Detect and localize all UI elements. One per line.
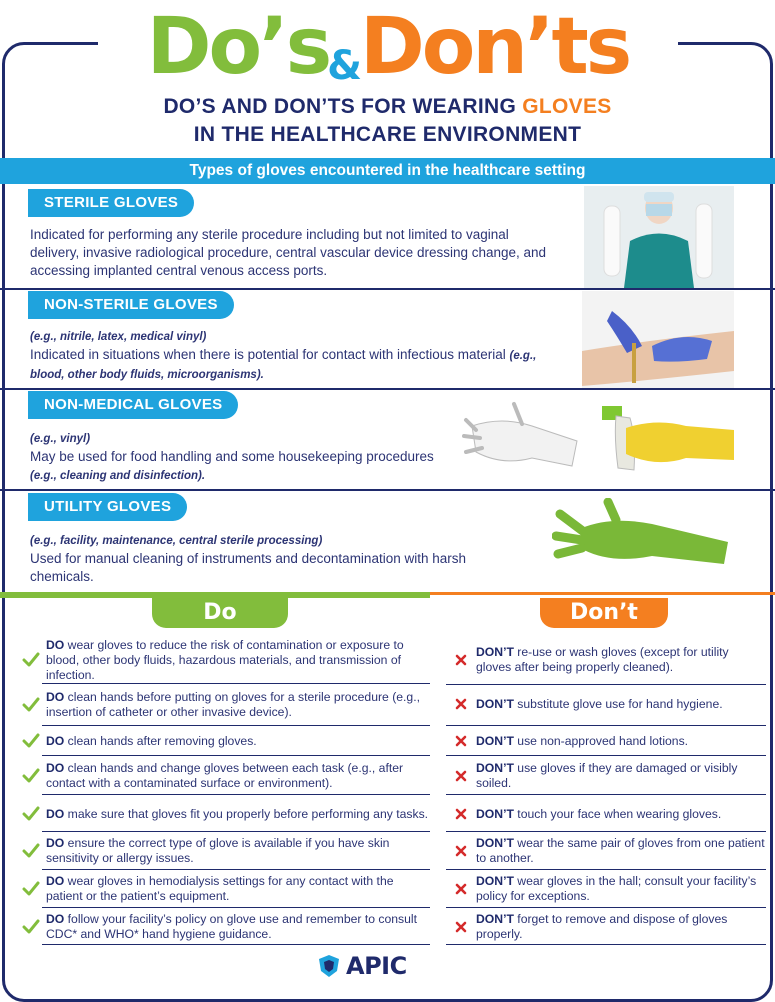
item-body: wear gloves to reduce the risk of contamination or exposure to blood, other body fluids, hazardous materials, and transmission of infection. xyxy=(46,637,404,682)
item-divider xyxy=(446,684,766,685)
dont-item xyxy=(446,834,766,868)
item-body: clean hands before putting on gloves for a sterile procedure (e.g., insertion of catheter or other invasive device). xyxy=(46,690,420,719)
item-keyword: DON’T xyxy=(476,645,514,659)
item-body: wear gloves in the hall; consult your facility’s policy for exceptions. xyxy=(476,874,757,903)
vinyl-glove-image xyxy=(462,396,582,482)
section-divider xyxy=(0,288,775,290)
dont-item xyxy=(446,910,766,944)
item-body: substitute glove use for hand hygiene. xyxy=(513,696,723,711)
item-divider xyxy=(446,944,766,945)
x-icon xyxy=(455,845,467,857)
item-divider xyxy=(42,907,430,908)
item-text xyxy=(46,912,430,942)
non-sterile-gloves-desc-eg: (e.g., blood, other body fluids, microorganisms). xyxy=(30,350,537,381)
item-keyword: DO xyxy=(46,912,65,926)
title-dos: Do’s xyxy=(146,2,330,92)
item-divider xyxy=(42,755,430,756)
do-item xyxy=(16,686,430,724)
subtitle-highlight: GLOVES xyxy=(522,95,612,118)
utility-gloves-text: Used for manual cleaning of instruments and decontamination with harsh chemicals. xyxy=(30,551,466,584)
item-keyword: DO xyxy=(46,637,65,652)
check-icon xyxy=(22,919,40,935)
item-marker xyxy=(16,697,46,713)
dont-item xyxy=(446,872,766,906)
do-item xyxy=(16,797,430,831)
check-icon xyxy=(22,768,40,784)
utility-gloves-desc xyxy=(30,532,490,586)
item-divider xyxy=(42,869,430,870)
item-text xyxy=(46,836,430,866)
item-body: wear the same pair of gloves from one patient to another. xyxy=(476,836,765,865)
item-text xyxy=(476,645,766,675)
title-donts: Don’ts xyxy=(360,2,630,92)
non-sterile-gloves-image xyxy=(582,291,734,388)
item-keyword: DO xyxy=(46,836,65,850)
non-sterile-gloves-label: NON-STERILE GLOVES xyxy=(28,291,234,319)
do-item xyxy=(16,910,430,944)
item-marker xyxy=(446,770,476,782)
item-text xyxy=(46,734,257,749)
dont-item xyxy=(446,758,766,794)
do-item xyxy=(16,728,430,754)
item-keyword: DON’T xyxy=(476,696,514,711)
logo-text: APIC xyxy=(346,952,407,980)
section-divider xyxy=(0,388,775,390)
item-divider xyxy=(446,794,766,795)
non-sterile-gloves-eg: (e.g., nitrile, latex, medical vinyl) xyxy=(30,331,207,343)
check-icon xyxy=(22,806,40,822)
item-marker xyxy=(16,806,46,822)
subtitle-line1: DO’S AND DON’TS FOR WEARING xyxy=(163,95,523,118)
x-icon xyxy=(455,698,467,710)
main-title xyxy=(98,0,678,92)
item-divider xyxy=(42,683,430,684)
item-keyword: DO xyxy=(46,874,65,888)
item-keyword: DON’T xyxy=(476,874,514,888)
item-keyword: DON’T xyxy=(476,912,514,926)
non-medical-gloves-desc xyxy=(30,430,450,485)
item-body: ensure the correct type of glove is available if you have skin sensitivity or allergy issues. xyxy=(46,836,390,865)
item-marker xyxy=(16,652,46,668)
dont-item xyxy=(446,687,766,721)
x-icon xyxy=(455,770,467,782)
item-marker xyxy=(16,768,46,784)
sterile-gloves-label: STERILE GLOVES xyxy=(28,189,194,217)
utility-gloves-eg: (e.g., facility, maintenance, central sterile processing) xyxy=(30,535,323,547)
sterile-gloves-desc: Indicated for performing any sterile procedure including but not limited to vaginal delivery, invasive radiological procedure, central vascular device dressing change, and accessing implanted central venous access ports. xyxy=(30,227,547,278)
item-text xyxy=(46,638,430,683)
item-text xyxy=(476,734,688,749)
apic-shield-icon xyxy=(316,953,342,979)
item-marker xyxy=(446,808,476,820)
item-text xyxy=(46,807,428,822)
item-body: follow your facility’s policy on glove use and remember to consult CDC* and WHO* hand hygiene guidance. xyxy=(46,912,417,941)
item-body: use gloves if they are damaged or visibly soiled. xyxy=(476,761,738,790)
dont-header-line xyxy=(430,592,775,595)
item-marker xyxy=(446,883,476,895)
non-sterile-gloves-text: Indicated in situations when there is potential for contact with infectious material xyxy=(30,347,510,362)
item-keyword: DON’T xyxy=(476,806,514,821)
item-divider xyxy=(42,794,430,795)
item-marker xyxy=(16,733,46,749)
item-text xyxy=(46,761,430,791)
item-body: re-use or wash gloves (except for utility gloves after being properly cleaned). xyxy=(476,645,729,674)
item-marker xyxy=(16,919,46,935)
title-ampersand: & xyxy=(327,43,363,89)
item-text xyxy=(476,807,721,822)
item-divider xyxy=(446,725,766,726)
item-body: clean hands after removing gloves. xyxy=(64,733,257,748)
non-medical-gloves-desc-eg: (e.g., cleaning and disinfection). xyxy=(30,470,206,482)
sterile-gloves-image xyxy=(584,186,734,288)
item-text xyxy=(476,912,766,942)
item-keyword: DO xyxy=(46,806,65,821)
item-body: forget to remove and dispose of gloves properly. xyxy=(476,912,728,941)
dont-item xyxy=(446,728,766,754)
check-icon xyxy=(22,881,40,897)
item-body: wear gloves in hemodialysis settings for any contact with the patient or the patient’s equipment. xyxy=(46,874,394,903)
item-divider xyxy=(446,831,766,832)
non-medical-gloves-label: NON-MEDICAL GLOVES xyxy=(28,391,238,419)
item-keyword: DON’T xyxy=(476,836,514,850)
item-marker xyxy=(446,921,476,933)
item-body: make sure that gloves fit you properly before performing any tasks. xyxy=(64,806,429,821)
item-marker xyxy=(16,843,46,859)
item-text xyxy=(476,874,766,904)
item-text xyxy=(46,874,430,904)
item-keyword: DO xyxy=(46,733,65,748)
check-icon xyxy=(22,843,40,859)
item-marker xyxy=(446,698,476,710)
item-keyword: DON’T xyxy=(476,733,514,748)
do-item xyxy=(16,758,430,794)
item-divider xyxy=(42,944,430,945)
item-body: clean hands and change gloves between each task (e.g., after contact with a contaminated surface or environment). xyxy=(46,761,404,790)
item-divider xyxy=(42,725,430,726)
item-marker xyxy=(446,735,476,747)
item-keyword: DO xyxy=(46,690,65,704)
non-sterile-gloves-desc xyxy=(30,328,570,384)
item-keyword: DON’T xyxy=(476,761,514,775)
non-medical-gloves-eg: (e.g., vinyl) xyxy=(30,433,91,445)
x-icon xyxy=(455,883,467,895)
item-divider xyxy=(42,831,430,832)
x-icon xyxy=(455,921,467,933)
item-keyword: DO xyxy=(46,761,65,775)
check-icon xyxy=(22,652,40,668)
item-text xyxy=(476,836,766,866)
do-header: Do xyxy=(152,598,288,628)
do-item xyxy=(16,636,430,684)
do-item xyxy=(16,834,430,868)
item-text xyxy=(476,761,766,791)
x-icon xyxy=(455,808,467,820)
dont-item xyxy=(446,642,766,678)
x-icon xyxy=(455,654,467,666)
item-divider xyxy=(446,869,766,870)
check-icon xyxy=(22,697,40,713)
non-medical-gloves-text: May be used for food handling and some housekeeping procedures xyxy=(30,449,434,464)
dont-header: Don’t xyxy=(540,598,668,628)
item-divider xyxy=(446,755,766,756)
item-body: touch your face when wearing gloves. xyxy=(513,806,722,821)
utility-glove-image xyxy=(552,498,732,578)
check-icon xyxy=(22,733,40,749)
yellow-glove-image xyxy=(596,398,736,490)
section-divider xyxy=(0,489,775,491)
item-marker xyxy=(16,881,46,897)
subtitle xyxy=(0,93,775,149)
item-text xyxy=(476,697,723,712)
item-text xyxy=(46,690,430,720)
x-icon xyxy=(455,735,467,747)
apic-logo xyxy=(310,951,470,981)
item-divider xyxy=(446,907,766,908)
subtitle-line2: IN THE HEALTHCARE ENVIRONMENT xyxy=(193,123,582,146)
item-marker xyxy=(446,654,476,666)
dont-item xyxy=(446,797,766,831)
do-item xyxy=(16,872,430,906)
item-marker xyxy=(446,845,476,857)
item-body: use non-approved hand lotions. xyxy=(513,733,689,748)
types-banner: Types of gloves encountered in the healthcare setting xyxy=(0,158,775,184)
utility-gloves-label: UTILITY GLOVES xyxy=(28,493,187,521)
